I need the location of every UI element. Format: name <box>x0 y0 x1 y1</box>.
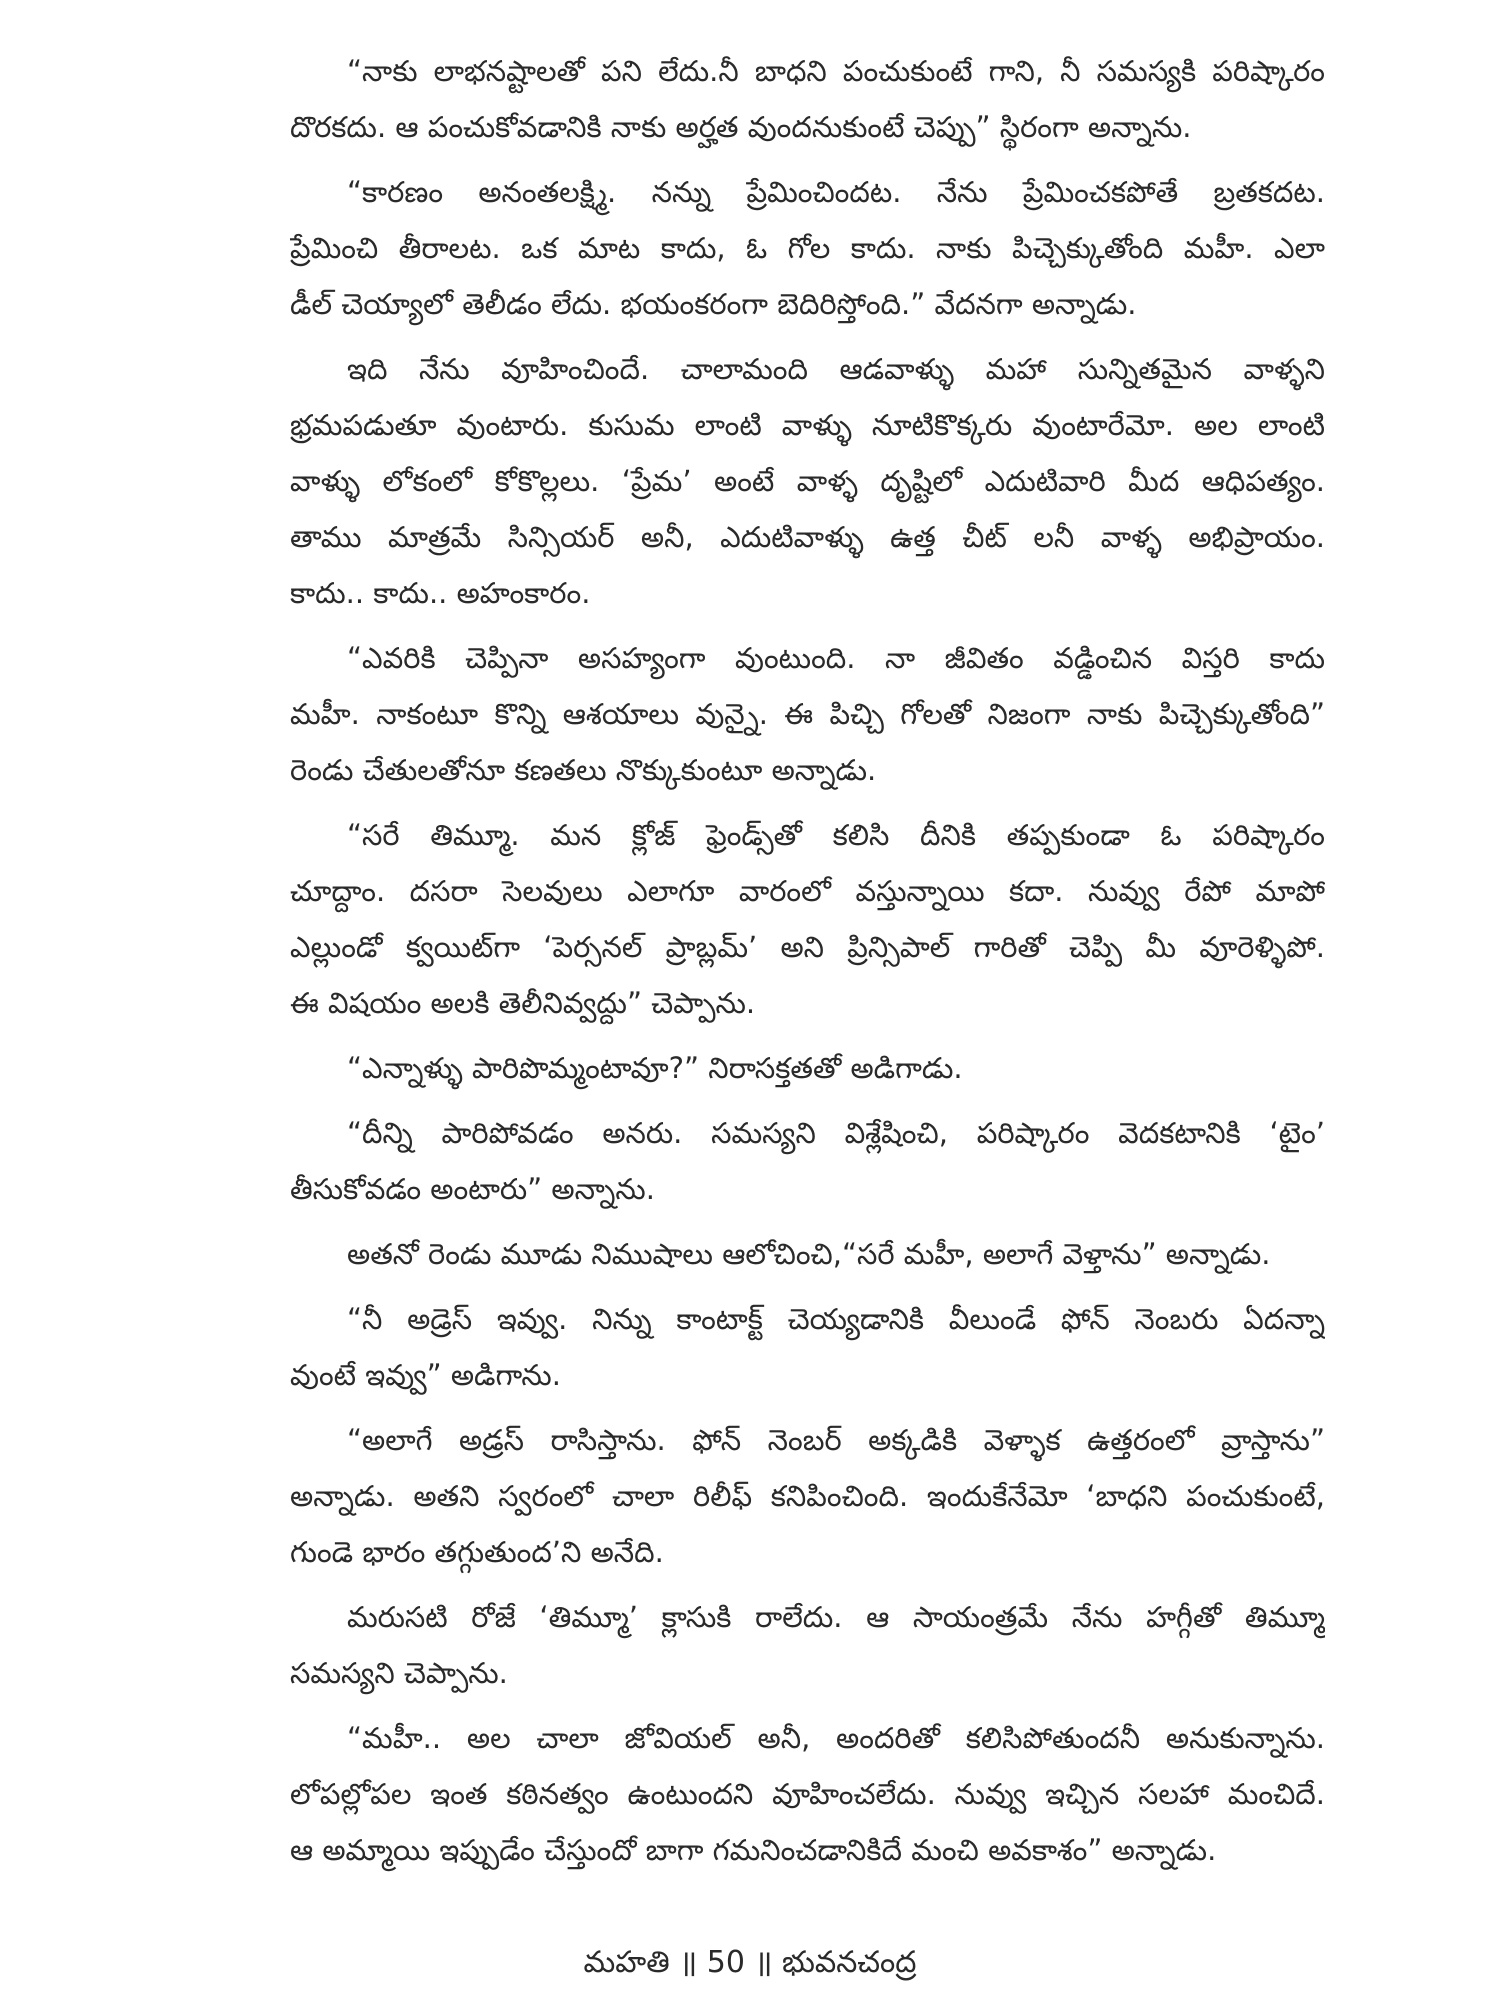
text-line: “సరే తిమ్మూ. మన క్లోజ్ ఫ్రెండ్స్‌తో కలిసి దీనికి తప్పకుండా ఓ పరిష్కారం <box>347 818 1325 852</box>
text-line: డీల్ చెయ్యాలో తెలీడం లేదు. భయంకరంగా బెదిరిస్తోంది.” వేదనగా అన్నాడు. <box>290 287 1137 321</box>
text-line: దొరకదు. ఆ పంచుకోవడానికి నాకు అర్హత వుందనుకుంటే చెప్పు” స్థిరంగా అన్నాను. <box>290 110 1192 144</box>
paragraph <box>290 1226 1325 1282</box>
paragraph <box>290 1105 1325 1217</box>
text-line: మహీ. నాకంటూ కొన్ని ఆశయాలు వున్నై. ఈ పిచ్చి గోలతో నిజంగా నాకు పిచ్చెక్కుతోంది” <box>290 697 1325 731</box>
text-line: కాదు.. కాదు.. అహంకారం. <box>290 576 591 610</box>
paragraph <box>290 1412 1325 1580</box>
paragraph <box>290 1291 1325 1403</box>
text-line: లోపల్లోపల ఇంత కఠినత్వం ఉంటుందని వూహించలేదు. నువ్వు ఇచ్చిన సలహా మంచిదే. <box>290 1777 1325 1811</box>
text-line: “అలాగే అడ్రస్ రాసిస్తాను. ఫోన్ నెంబర్ అక్కడికి వెళ్ళాక ఉత్తరంలో వ్రాస్తాను” <box>347 1423 1325 1457</box>
text-line: “కారణం అనంతలక్ష్మి. నన్ను ప్రేమించిందట. నేను ప్రేమించకపోతే బ్రతకదట. <box>347 175 1325 209</box>
text-line: “నీ అడ్రెస్ ఇవ్వు. నిన్ను కాంటాక్ట్ చెయ్యడానికి వీలుండే ఫోన్ నెంబరు ఏదన్నా <box>347 1302 1325 1336</box>
text-line: తీసుకోవడం అంటారు” అన్నాను. <box>290 1172 655 1206</box>
paragraph <box>290 341 1325 621</box>
text-line: తాము మాత్రమే సిన్సియర్ అనీ, ఎదుటివాళ్ళు ఉత్త చీట్ లనీ వాళ్ళ అభిప్రాయం. <box>290 520 1325 554</box>
page-body <box>290 43 1325 1887</box>
paragraph <box>290 1589 1325 1701</box>
paragraph <box>290 630 1325 798</box>
page-footer: మహతి ॥ 50 ॥ భువనచంద్ర <box>583 1945 917 1980</box>
text-line: ఇది నేను వూహించిందే. చాలామంది ఆడవాళ్ళు మహా సున్నితమైన వాళ్ళని <box>347 352 1325 386</box>
text-line: ఎల్లుండో క్వయిట్‌గా ‘పెర్సనల్ ప్రాబ్లమ్’ అని ప్రిన్సిపాల్ గారితో చెప్పి మీ వూరెళ్ళిపో. <box>290 930 1325 964</box>
text-line: వుంటే ఇవ్వు” అడిగాను. <box>290 1358 561 1392</box>
text-line: చూద్దాం. దసరా సెలవులు ఎలాగూ వారంలో వస్తున్నాయి కదా. నువ్వు రేపో మాపో <box>290 874 1325 908</box>
text-line: వాళ్ళు లోకంలో కోకొల్లలు. ‘ప్రేమ’ అంటే వాళ్ళ దృష్టిలో ఎదుటివారి మీద ఆధిపత్యం. <box>290 464 1325 498</box>
text-line: ఈ విషయం అలకి తెలీనివ్వద్దు” చెప్పాను. <box>290 986 756 1020</box>
paragraph <box>290 807 1325 1031</box>
paragraph <box>290 164 1325 332</box>
text-line: అన్నాడు. అతని స్వరంలో చాలా రిలీఫ్ కనిపించింది. ఇందుకేనేమో ‘బాధని పంచుకుంటే, <box>290 1479 1325 1513</box>
text-line: “మహీ.. అల చాలా జోవియల్ అనీ, అందరితో కలిసిపోతుందనీ అనుకున్నాను. <box>347 1721 1325 1755</box>
text-line: అతనో రెండు మూడు నిముషాలు ఆలోచించి,“సరే మహీ, అలాగే వెళ్తాను” అన్నాడు. <box>347 1237 1271 1271</box>
text-line: రెండు చేతులతోనూ కణతలు నొక్కుకుంటూ అన్నాడు. <box>290 753 877 787</box>
text-line: మరుసటి రోజే ‘తిమ్మూ’ క్లాసుకి రాలేదు. ఆ సాయంత్రమే నేను హగ్గీతో తిమ్మూ <box>347 1600 1325 1634</box>
paragraph <box>290 43 1325 155</box>
text-line: “నాకు లాభనష్టాలతో పని లేదు.నీ బాధని పంచుకుంటే గాని, నీ సమస్యకి పరిష్కారం <box>347 54 1325 88</box>
text-line: భ్రమపడుతూ వుంటారు. కుసుమ లాంటి వాళ్ళు నూటికొక్కరు వుంటారేమో. అల లాంటి <box>290 408 1325 442</box>
text-line: “దీన్ని పారిపోవడం అనరు. సమస్యని విశ్లేషించి, పరిష్కారం వెదకటానికి ‘టైం’ <box>347 1116 1325 1150</box>
paragraph <box>290 1710 1325 1878</box>
text-line: ప్రేమించి తీరాలట. ఒక మాట కాదు, ఓ గోల కాదు. నాకు పిచ్చెక్కుతోంది మహీ. ఎలా <box>290 231 1325 265</box>
text-line: “ఎన్నాళ్ళు పారిపొమ్మంటావూ?” నిరాసక్తతతో అడిగాడు. <box>347 1051 963 1085</box>
text-line: గుండె భారం తగ్గుతుంద’ని అనేది. <box>290 1535 664 1569</box>
text-line: “ఎవరికి చెప్పినా అసహ్యంగా వుంటుంది. నా జీవితం వడ్డించిన విస్తరి కాదు <box>347 641 1325 675</box>
text-line: సమస్యని చెప్పాను. <box>290 1656 508 1690</box>
text-line: ఆ అమ్మాయి ఇప్పుడేం చేస్తుందో బాగా గమనించడానికిదే మంచి అవకాశం” అన్నాడు. <box>290 1833 1217 1867</box>
paragraph <box>290 1040 1325 1096</box>
